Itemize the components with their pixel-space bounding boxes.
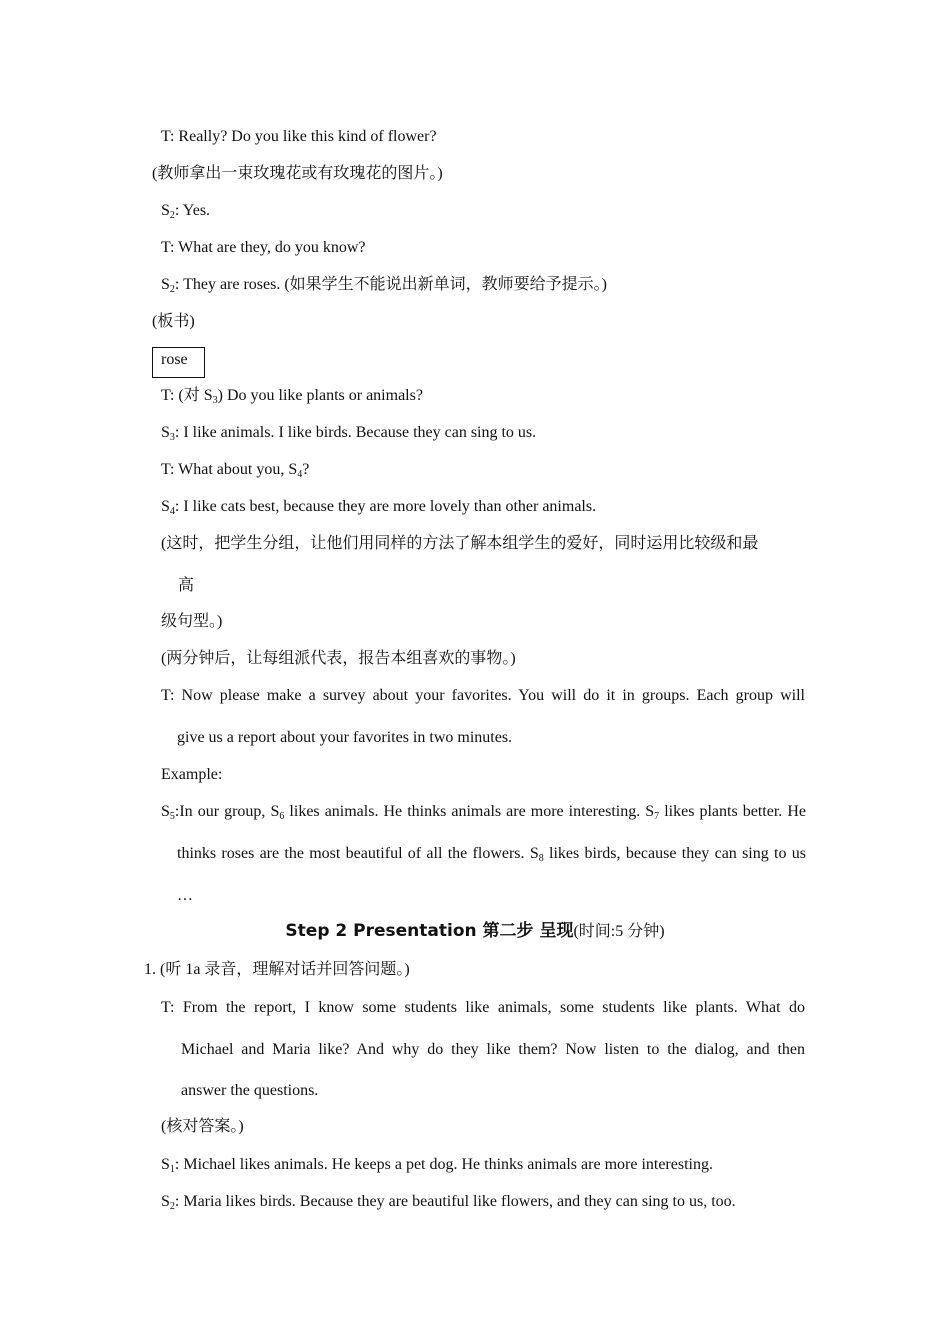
instruction-note: (教师拿出一束玫瑰花或有玫瑰花的图片。) [152,165,443,182]
dialog-line: T: What are they, do you know? [161,239,366,256]
dialog-line: T: What about you, $S_4$? [161,461,310,480]
dialog-line: give us a report about your favorites in two minutes. [177,729,513,746]
instruction-note: (板书) [152,313,195,330]
example-line: thinks roses are the most beautiful of all the flowers. $S_8$ likes birds, because they can sing to us [177,845,807,864]
dialog-line: T: Really? Do you like this kind of flower? [161,128,437,145]
example-line: … [177,887,193,904]
dialog-line: $S_4$: I like cats best, because they are more lovely than other animals. [161,498,597,517]
dialog-line: T: (对 $S_3$) Do you like plants or animals? [161,387,423,406]
dialog-line: $S_2$: Yes. [161,202,211,221]
dialog-line: T: From the report, I know some students like animals, some students like plants. What do [161,999,805,1016]
blackboard-word-box [152,347,205,378]
example-label: Example: [161,766,223,783]
instruction-note: 高 [178,577,195,594]
dialog-line: $S_2$: They are roses. (如果学生不能说出新单词，教师要给予提示。) [161,276,608,295]
dialog-line: Michael and Maria like? And why do they like them? Now listen to the dialog, and then [181,1041,805,1058]
answer-line: $S_1$: Michael likes animals. He keeps a pet dog. He thinks animals are more interesting. [161,1156,713,1175]
section-heading: Step 2 Presentation 第二步 呈现(时间:5 分钟) [285,921,665,941]
dialog-line: T: Now please make a survey about your favorites. You will do it in groups. Each group will [161,687,805,704]
dialog-line: $S_3$: I like animals. I like birds. Because they can sing to us. [161,424,537,443]
answer-line: $S_2$: Maria likes birds. Because they are beautiful like flowers, and they can sing to us, too. [161,1193,736,1212]
instruction-note: (核对答案。) [161,1118,244,1135]
numbered-item: 1. (听 1a 录音，理解对话并回答问题。) [144,961,410,978]
dialog-line: answer the questions. [181,1082,319,1099]
blackboard-word: rose [161,351,188,368]
instruction-note: (两分钟后，让每组派代表，报告本组喜欢的事物。) [161,650,516,667]
example-line: $S_5:In$ our group, $S_6$ likes animals. He thinks animals are more interesting. $S_7$ likes plants better. He [161,803,806,822]
instruction-note: (这时，把学生分组，让他们用同样的方法了解本组学生的爱好，同时运用比较级和最 [161,535,759,552]
instruction-note: 级句型。) [161,613,223,630]
